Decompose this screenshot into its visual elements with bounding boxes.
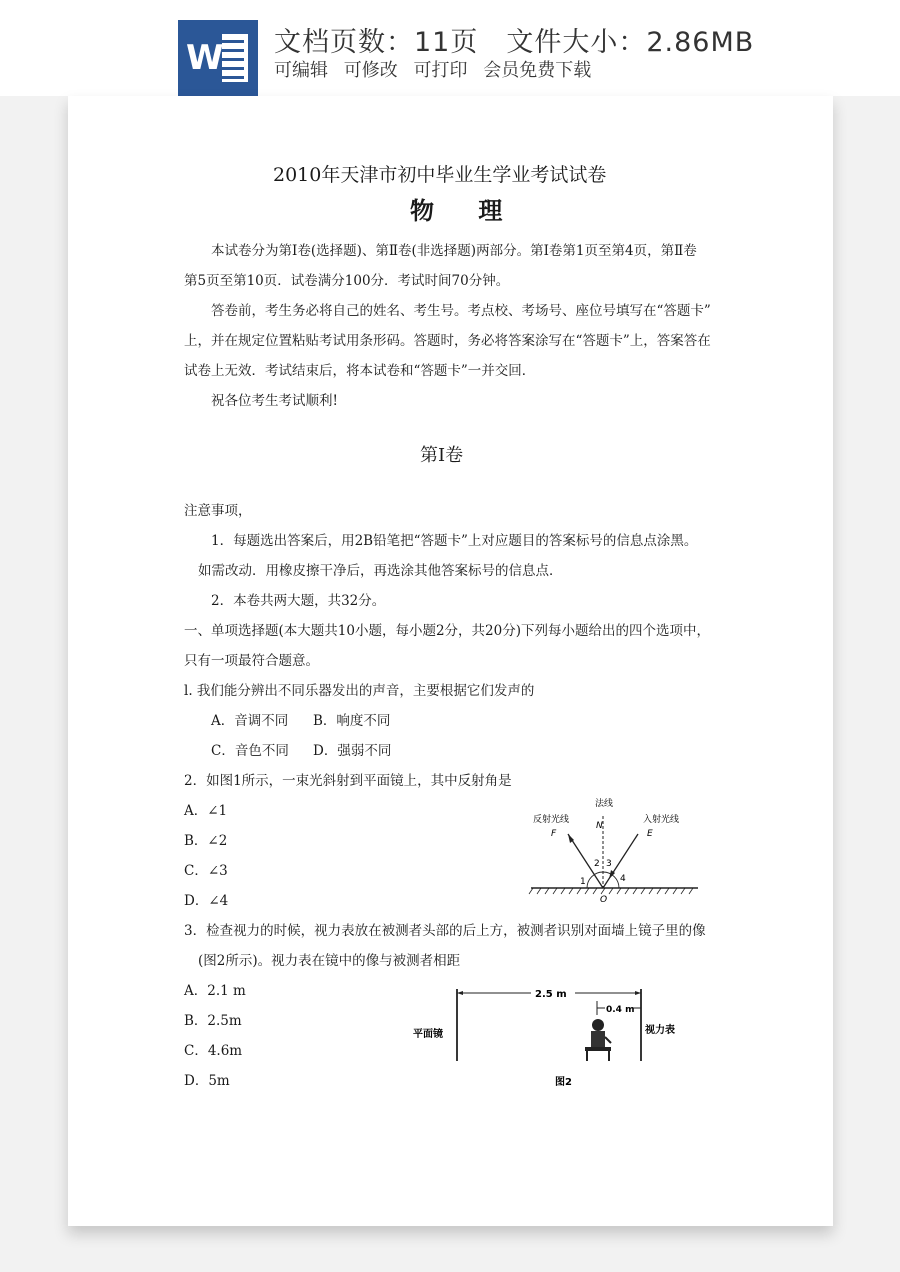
angle-arc xyxy=(587,872,619,888)
intro-line: 试卷上无效．考试结束后，将本试卷和“答题卡”一并交回． xyxy=(184,363,536,379)
normal-label: 法线 xyxy=(595,799,614,809)
dist-total: 2.5 m xyxy=(535,989,567,1000)
part1-header: 只有一项最符合题意。 xyxy=(184,653,319,669)
page-count: 文档页数：11页 xyxy=(274,27,479,58)
intro-line: 答卷前，考生务必将自己的姓名、考生号。考点校、考场号、座位号填写在“答题卡” xyxy=(211,303,711,319)
intro-line: 本试卷分为第Ⅰ卷(选择题)、第Ⅱ卷(非选择题)两部分。第Ⅰ卷第1页至第4页，第Ⅱ卷 xyxy=(211,243,697,259)
figure2-caption: 图2 xyxy=(555,1077,572,1088)
q2-option-c: C．∠3 xyxy=(184,863,228,879)
q3-option-d: D．5m xyxy=(184,1073,230,1089)
exam-title: 2010年天津市初中毕业生学业考试试卷 xyxy=(273,164,607,186)
angle-2: 2 xyxy=(594,859,600,869)
intro-line: 祝各位考生考试顺利! xyxy=(211,393,338,409)
section-title: 第Ⅰ卷 xyxy=(420,445,464,466)
intro-line: 上，并在规定位置粘贴考试用条形码。答题时，务必将答案涂写在“答题卡”上，答案答在 xyxy=(184,333,711,349)
q1-stem: l. 我们能分辨出不同乐器发出的声音，主要根据它们发声的 xyxy=(184,683,535,699)
figure1-reflection-diagram xyxy=(523,796,708,906)
notice-line: 2．本卷共两大题，共32分。 xyxy=(211,593,386,609)
feature-editable: 可编辑 xyxy=(274,60,328,81)
angle-3: 3 xyxy=(606,859,612,869)
q2-option-b: B．∠2 xyxy=(184,833,228,849)
q3-stem: 3．检查视力的时候，视力表放在被测者头部的后上方，被测者识别对面墙上镜子里的像 xyxy=(184,923,706,939)
reflected-label: 反射光线 xyxy=(533,815,570,825)
mirror-label: 平面镜 xyxy=(413,1029,443,1040)
incident-label: 入射光线 xyxy=(643,815,680,825)
q2-option-d: D．∠4 xyxy=(184,893,229,909)
q2-stem: 2．如图1所示，一束光斜射到平面镜上，其中反射角是 xyxy=(184,773,512,789)
download-banner xyxy=(0,0,900,96)
feature-modifiable: 可修改 xyxy=(343,60,398,81)
q1-option-a: A．音调不同 xyxy=(211,713,289,729)
banner-title xyxy=(274,20,782,59)
angle-1: 1 xyxy=(580,877,586,887)
word-letter: W xyxy=(186,34,222,82)
banner-features xyxy=(274,56,601,82)
seated-person-figure xyxy=(585,1019,611,1061)
exam-subject: 物 理 xyxy=(410,196,521,225)
figure2-eye-test-diagram xyxy=(413,981,693,1091)
angle-4: 4 xyxy=(620,874,626,884)
notice-line: 如需改动．用橡皮擦干净后，再选涂其他答案标号的信息点． xyxy=(198,563,563,579)
document-page xyxy=(68,96,833,1226)
chart-label: 视力表 xyxy=(645,1025,675,1036)
label-f: F xyxy=(551,829,557,839)
q3-stem-2: (图2所示)。视力表在镜中的像与被测者相距 xyxy=(198,953,461,969)
notice-title: 注意事项， xyxy=(184,503,252,519)
feature-printable: 可打印 xyxy=(413,60,468,81)
q3-option-a: A．2.1 m xyxy=(184,983,246,999)
mirror-hatching xyxy=(529,888,693,894)
label-o: O xyxy=(600,895,608,905)
label-n: N xyxy=(596,821,603,831)
label-e: E xyxy=(647,829,653,839)
part1-header: 一、单项选择题(本大题共10小题，每小题2分，共20分)下列每小题给出的四个选项中， xyxy=(184,623,710,639)
file-size: 文件大小：2.86MB xyxy=(506,27,755,58)
feature-member-download: 会员免费下载 xyxy=(483,60,592,81)
q3-option-b: B．2.5m xyxy=(184,1013,242,1029)
q2-option-a: A．∠1 xyxy=(184,803,228,819)
dist-small: 0.4 m xyxy=(606,1005,635,1015)
q1-option-b: B．响度不同 xyxy=(313,713,391,729)
q1-option-c: C．音色不同 xyxy=(211,743,289,759)
q3-option-c: C．4.6m xyxy=(184,1043,243,1059)
intro-line: 第5页至第10页．试卷满分100分．考试时间70分钟。 xyxy=(184,273,510,289)
word-doc-icon xyxy=(178,20,258,96)
q1-option-d: D．强弱不同 xyxy=(313,743,392,759)
notice-line: 1．每题选出答案后，用2B铅笔把“答题卡”上对应题目的答案标号的信息点涂黑。 xyxy=(211,533,698,549)
